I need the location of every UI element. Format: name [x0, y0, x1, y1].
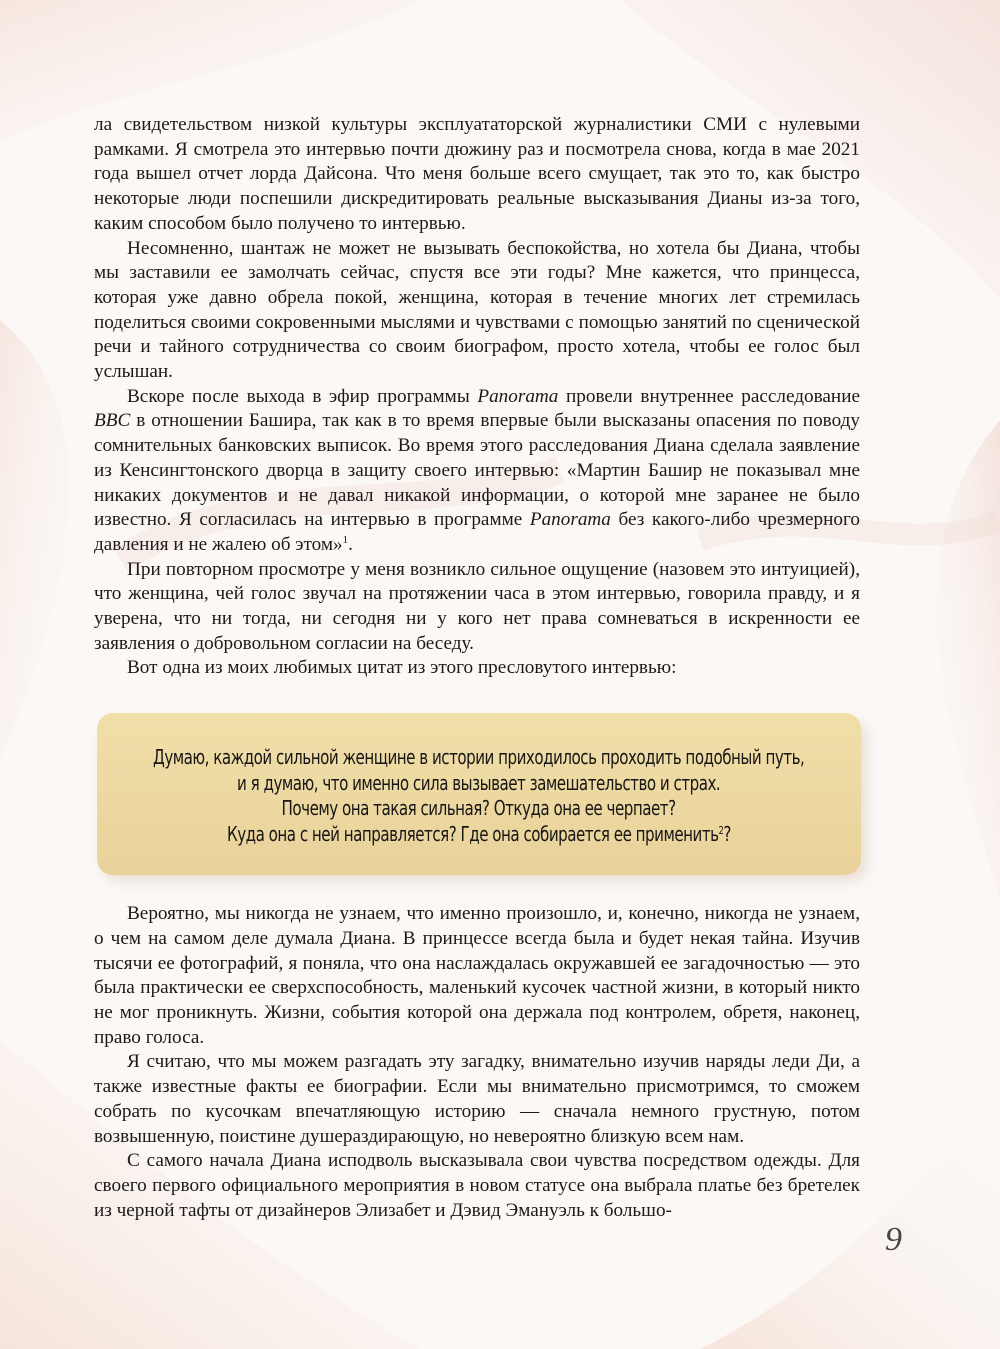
paragraph-4: При повторном просмотре у меня возникло сильное ощущение (назовем это интуицией), что женщина, чей голос звучал на протяжении часа в этом интервью, говорила правду, и я уверена, что ни тогда, ни сегодня ни у кого нет права сомневаться в искренности ее заявления о добровольном согласии на беседу. — [94, 558, 860, 654]
quote-line-4-text: Куда она с ней направляется? Где она собирается ее применить — [227, 821, 719, 846]
footnote-mark-2[interactable]: 2 — [718, 823, 724, 837]
paragraph-3-bbc — [94, 385, 860, 558]
paragraph-3-part4: без какого-либо чрезмерного давления и не жалею об этом» — [94, 509, 860, 555]
paragraph-3-part1: Вскоре после выхода в эфир программы — [127, 385, 478, 407]
paragraph-2: Несомненно, шантаж не может не вызывать беспокойства, но хотела бы Диана, чтобы мы заставили ее замолчать сейчас, спустя все эти годы? Мне кажется, что принцесса, которая уже давно обрела покой, женщина, которая в течение многих лет стремилась поделиться своими сокровенными мыслями и чувствами с помощью занятий по сценической речи и тайного сотрудничества со своим биографом, просто хотела, чтобы ее голос был услышан. — [94, 237, 860, 383]
footnote-mark-1[interactable]: 1 — [342, 533, 349, 546]
paragraph-1: ла свидетельством низкой культуры эксплуататорской журналистики СМИ с нулевыми рамками. Я смотрела это интервью почти дюжину раз и посмотрела снова, когда в мае 2021 года вышел отчет лорда Дайсона. Что меня больше всего смущает, так это то, как быстро некоторые люди поспешили дискредитировать реальные высказывания Дианы из-за того, каким способом было получено то интервью. — [94, 114, 860, 234]
paragraph-3-part5: . — [348, 533, 353, 555]
quote-line-1: Думаю, каждой сильной женщине в истории приходилось проходить подобный путь, — [153, 745, 805, 770]
page-body — [94, 113, 860, 1223]
quote-line-4-end: ? — [723, 821, 731, 846]
paragraph-3-part3: в отношении Башира, так как в то время впервые были высказаны опасения по поводу сомнительных банковских выписок. Во время этого расследования Диана сделала заявление из Кенсингтонского дворца в защиту своего интервью: «Мартин Башир не показывал мне никаких документов и не давал никакой информации, о которой мне заранее не было известно. Я согласилась на интервью в программе — [94, 410, 860, 531]
paragraph-5: Вот одна из моих любимых цитат из этого пресловутого интервью: — [127, 657, 677, 679]
paragraph-3-part2: провели внутреннее расследование — [558, 385, 860, 407]
quote-line-4 — [227, 822, 731, 848]
quote-box — [97, 713, 861, 875]
quote-line-3: Почему она такая сильная? Откуда она ее черпает? — [281, 796, 677, 821]
program-title: Panorama — [529, 509, 611, 531]
broadcaster-name: BBC — [94, 410, 131, 432]
paragraph-7: Я считаю, что мы можем разгадать эту загадку, внимательно изучив наряды леди Ди, а также известные факты ее биографии. Если мы внимательно присмотримся, то сможем собрать по кусочкам впечатляющую историю — сначала немного грустную, потом возвышенную, поистине душераздирающую, но невероятно близкую всем нам. — [94, 1051, 860, 1147]
paragraph-6: Вероятно, мы никогда не узнаем, что именно произошло, и, конечно, никогда не узнаем, о чем на самом деле думала Диана. В принцессе всегда была и будет некая тайна. Изучив тысячи ее фотографий, я поняла, что она наслаждалась окружавшей ее загадочностью — это была практически ее сверхспособность, маленький кусочек частной жизни, в который никто не мог проникнуть. Жизни, события которой она держала под контролем, обретя, наконец, право голоса. — [94, 903, 860, 1048]
program-title: Panorama — [477, 385, 559, 407]
page-number: 9 — [885, 1221, 902, 1258]
quote-line-2: и я думаю, что именно сила вызывает замешательство и страх. — [237, 770, 721, 795]
paragraph-8: С самого начала Диана исподволь высказывала свои чувства посредством одежды. Для своего первого официального мероприятия в новом статусе она выбрала платье без бретелек из черной тафты от дизайнеров Элизабет и Дэвид Эмануэль к большо- — [94, 1150, 860, 1221]
quote-callout — [97, 713, 861, 875]
